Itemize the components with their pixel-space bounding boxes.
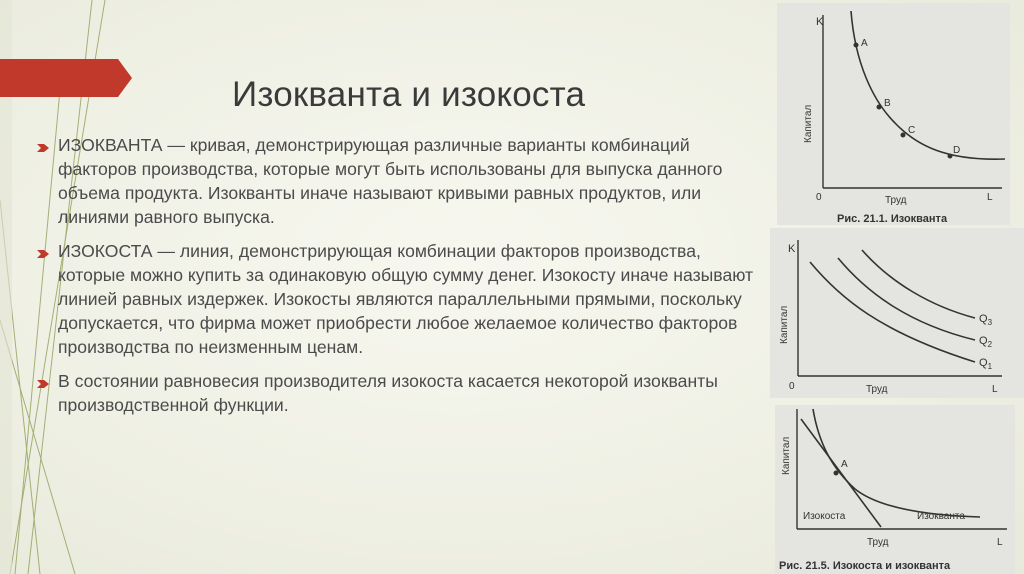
y-axis-letter: K: [816, 16, 824, 28]
isoquant-curve-q2: [838, 258, 975, 340]
bullet-item: [37, 133, 772, 229]
point-label: A: [841, 459, 848, 470]
isoquant-curve-q1: [810, 262, 975, 362]
page-title: Изокванта и изокоста: [232, 75, 586, 115]
bullet-arrow-icon: [37, 143, 49, 153]
figure-isoquant-map: [770, 228, 1024, 398]
content-body: [37, 133, 772, 427]
figures-column: [770, 0, 1024, 574]
point-b: [877, 105, 882, 110]
x-axis-label: Труд: [866, 384, 888, 395]
figure-caption: Рис. 21.5. Изокоста и изокванта: [779, 560, 951, 572]
x-axis-letter: L: [992, 384, 998, 395]
isoquant-label: Изокванта: [917, 511, 965, 522]
point-label: D: [953, 145, 961, 156]
origin-label: 0: [789, 381, 795, 392]
y-axis-label: Капитал: [781, 436, 792, 475]
bullet-text: В состоянии равновесия производителя изокоста касается некоторой изокванты производственной функции.: [58, 371, 718, 415]
isoquant-curve: [851, 11, 1005, 159]
point-c: [901, 133, 906, 138]
point-label: C: [908, 125, 916, 136]
point-label: B: [884, 98, 891, 109]
tangency-point: [834, 471, 839, 476]
point-label: A: [861, 38, 868, 49]
point-d: [948, 154, 953, 159]
x-axis-label: Труд: [885, 195, 907, 206]
title-accent-banner: [0, 59, 132, 97]
x-axis-letter: L: [987, 192, 993, 203]
figure-caption: Рис. 21.1. Изокванта: [837, 213, 948, 225]
y-axis-letter: K: [788, 243, 796, 255]
x-axis-letter: L: [997, 537, 1003, 548]
x-axis-label: Труд: [867, 537, 889, 548]
point-a: [854, 43, 859, 48]
bullet-arrow-icon: [37, 379, 49, 389]
y-axis-label: Капитал: [803, 104, 814, 143]
curve-label: $Q_1$: [979, 357, 993, 371]
y-axis-label: Капитал: [779, 305, 790, 344]
origin-label: 0: [816, 192, 822, 203]
isocost-label: Изокоста: [803, 511, 846, 522]
isoquant-curve-q3: [862, 250, 975, 318]
bullet-item: [37, 369, 772, 417]
figure-isoquant: [777, 3, 1010, 225]
bullet-text: ИЗОКВАНТА — кривая, демонстрирующая различные варианты комбинаций факторов производства, которые могут быть использованы для выпуска данного объема продукта. Изокванты иначе называют кривыми равных продуктов, или линиями равного выпуска.: [58, 135, 723, 227]
figure-isocost-isoquant: [775, 405, 1015, 574]
bullet-item: [37, 239, 772, 359]
bullet-arrow-icon: [37, 249, 49, 259]
curve-label: $Q_3$: [979, 313, 993, 327]
isoquant-curve: [813, 409, 980, 517]
bullet-text: ИЗОКОСТА — линия, демонстрирующая комбинации факторов производства, которые можно купить за одинаковую общую сумму денег. Изокосту иначе называют линией равных издержек. Изокосты являются параллельными прямыми, поскольку допускается, что фирма может приобрести любое желаемое количество факторов производства по неизменным ценам.: [58, 241, 754, 357]
curve-label: $Q_2$: [979, 335, 993, 349]
